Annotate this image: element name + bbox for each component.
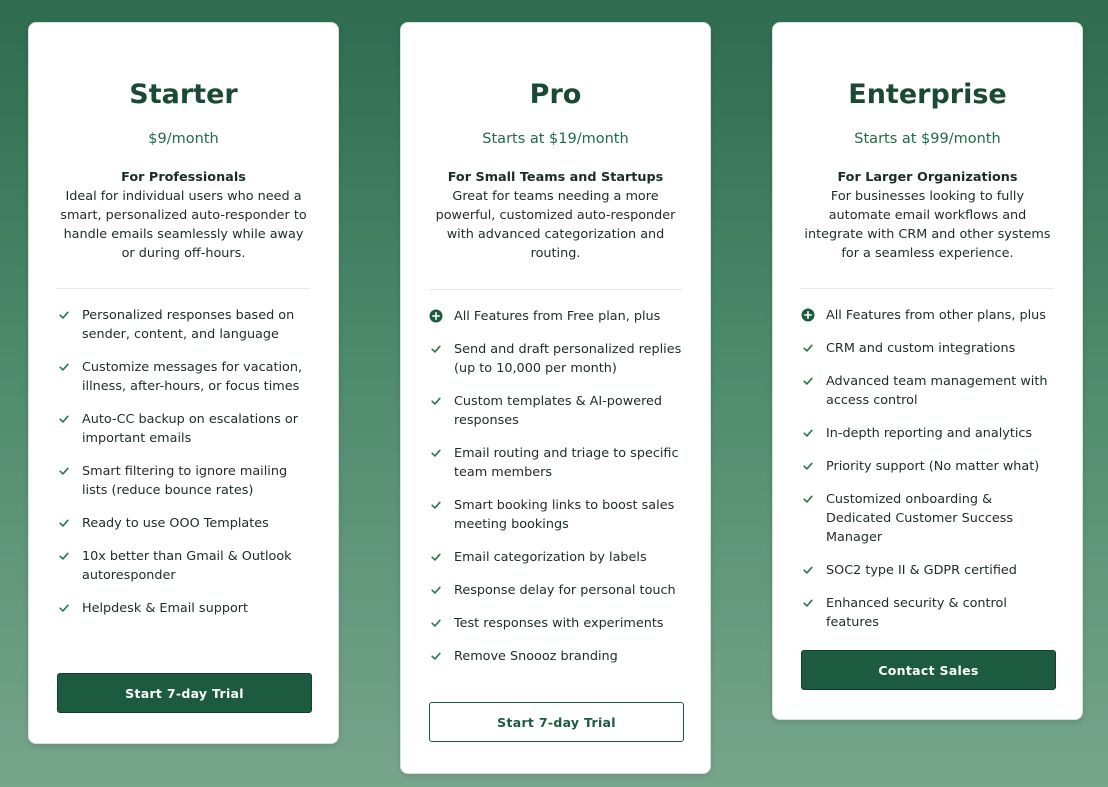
contact-sales-button[interactable]: Contact Sales xyxy=(801,650,1056,690)
feature-item xyxy=(801,424,1054,443)
plan-name: Pro xyxy=(529,79,582,110)
check-icon xyxy=(429,616,443,630)
feature-text: CRM and custom integrations xyxy=(826,341,1016,356)
feature-text: Helpdesk & Email support xyxy=(82,601,249,616)
plan-card-pro xyxy=(400,22,711,774)
feature-text: Email routing and triage to specific team members xyxy=(454,446,679,480)
feature-item xyxy=(57,306,310,344)
check-icon xyxy=(57,360,71,374)
feature-text: Custom templates & AI-powered responses xyxy=(454,394,663,428)
feature-item xyxy=(429,392,682,430)
feature-text: Enhanced security & control features xyxy=(826,596,1007,630)
plan-card-enterprise xyxy=(772,22,1083,720)
feature-item xyxy=(801,594,1054,632)
check-icon xyxy=(57,412,71,426)
feature-text: SOC2 type II & GDPR certified xyxy=(826,563,1017,578)
feature-item xyxy=(57,462,310,500)
feature-text: 10x better than Gmail & Outlook autoresponder xyxy=(82,549,292,583)
check-icon xyxy=(429,649,443,663)
divider xyxy=(57,288,310,289)
feature-item xyxy=(801,372,1054,410)
feature-item xyxy=(429,340,682,378)
feature-item xyxy=(801,490,1054,547)
feature-item xyxy=(57,547,310,585)
plan-tagline: For Professionals xyxy=(121,170,246,185)
divider xyxy=(429,289,682,290)
check-icon xyxy=(57,464,71,478)
feature-text: Response delay for personal touch xyxy=(454,583,676,598)
check-icon xyxy=(57,516,71,530)
check-icon xyxy=(429,583,443,597)
feature-text: Auto-CC backup on escalations or important emails xyxy=(82,412,298,446)
feature-text: Advanced team management with access control xyxy=(826,374,1048,408)
plan-price: Starts at $19/month xyxy=(482,131,629,147)
feature-item xyxy=(429,307,682,326)
plan-description: Ideal for individual users who need a smart, personalized auto-responder to handle emails seamlessly while away or during off-hours. xyxy=(60,189,307,261)
check-icon xyxy=(57,308,71,322)
check-icon xyxy=(57,549,71,563)
check-icon xyxy=(57,601,71,615)
feature-item xyxy=(57,514,310,533)
feature-text: All Features from Free plan, plus xyxy=(454,309,661,324)
check-icon xyxy=(429,550,443,564)
feature-item xyxy=(57,358,310,396)
start-trial-button[interactable]: Start 7-day Trial xyxy=(57,673,312,713)
feature-item xyxy=(429,548,682,567)
feature-list xyxy=(429,307,682,666)
plan-tagline: For Larger Organizations xyxy=(837,170,1018,185)
plan-name: Enterprise xyxy=(848,79,1007,110)
plan-tagline: For Small Teams and Startups xyxy=(447,170,664,185)
feature-item xyxy=(429,647,682,666)
plus-circle-icon xyxy=(801,308,815,322)
check-icon xyxy=(801,341,815,355)
feature-item xyxy=(57,410,310,448)
feature-text: Smart booking links to boost sales meeting bookings xyxy=(454,498,675,532)
plan-price: Starts at $99/month xyxy=(854,131,1001,147)
plan-description-block xyxy=(429,168,682,263)
check-icon xyxy=(801,374,815,388)
feature-text: All Features from other plans, plus xyxy=(826,308,1046,323)
feature-item xyxy=(801,306,1054,325)
plan-description: Great for teams needing a more powerful, customized auto-responder with advanced categorization and routing. xyxy=(435,189,676,261)
feature-item xyxy=(429,614,682,633)
check-icon xyxy=(429,498,443,512)
check-icon xyxy=(801,459,815,473)
feature-item xyxy=(429,496,682,534)
check-icon xyxy=(429,446,443,460)
plan-description-block xyxy=(801,168,1054,263)
plan-card-starter xyxy=(28,22,339,744)
feature-item xyxy=(429,581,682,600)
feature-text: Remove Snoooz branding xyxy=(454,649,618,664)
feature-text: Customize messages for vacation, illness, after-hours, or focus times xyxy=(82,360,303,394)
check-icon xyxy=(429,342,443,356)
feature-list xyxy=(801,306,1054,632)
feature-item xyxy=(57,599,310,618)
feature-text: Ready to use OOO Templates xyxy=(82,516,269,531)
feature-text: Test responses with experiments xyxy=(454,616,664,631)
feature-text: Customized onboarding & Dedicated Customer Success Manager xyxy=(826,492,1014,545)
plan-price: $9/month xyxy=(148,131,219,147)
plus-circle-icon xyxy=(429,309,443,323)
feature-item xyxy=(801,339,1054,358)
feature-text: Personalized responses based on sender, content, and language xyxy=(82,308,295,342)
feature-text: Send and draft personalized replies (up to 10,000 per month) xyxy=(454,342,682,376)
check-icon xyxy=(801,426,815,440)
divider xyxy=(801,288,1054,289)
feature-text: Priority support (No matter what) xyxy=(826,459,1040,474)
plan-description: For businesses looking to fully automate email workflows and integrate with CRM and other systems for a seamless experience. xyxy=(804,189,1051,261)
check-icon xyxy=(801,563,815,577)
plan-name: Starter xyxy=(129,79,238,110)
feature-text: In-depth reporting and analytics xyxy=(826,426,1033,441)
check-icon xyxy=(801,492,815,506)
feature-text: Smart filtering to ignore mailing lists (reduce bounce rates) xyxy=(82,464,288,498)
start-trial-button[interactable]: Start 7-day Trial xyxy=(429,702,684,742)
feature-item xyxy=(801,457,1054,476)
check-icon xyxy=(429,394,443,408)
feature-text: Email categorization by labels xyxy=(454,550,647,565)
check-icon xyxy=(801,596,815,610)
feature-item xyxy=(801,561,1054,580)
feature-item xyxy=(429,444,682,482)
feature-list xyxy=(57,306,310,618)
plan-description-block xyxy=(57,168,310,263)
